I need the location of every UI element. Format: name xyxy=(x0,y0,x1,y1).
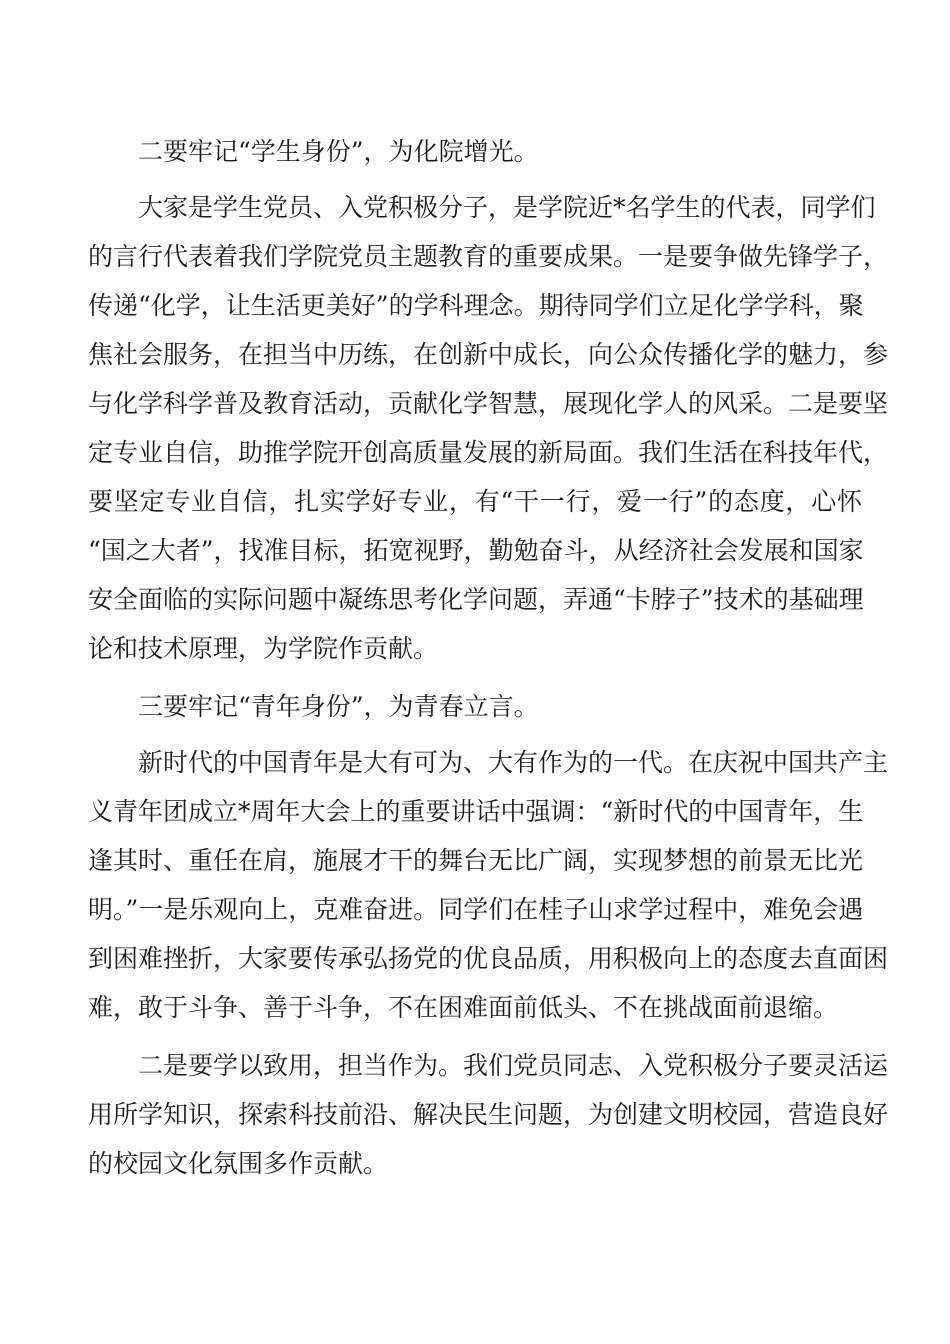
heading-student-identity: 二要牢记“学生身份”，为化院增光。 xyxy=(138,137,539,166)
paragraph-line: 的言行代表着我们学院党员主题教育的重要成果。一是要争做先锋学子， xyxy=(88,242,889,271)
paragraph-line: 要坚定专业自信，扎实学好专业，有“干一行，爱一行”的态度，心怀 xyxy=(88,487,862,516)
paragraph-line: 二是要学以致用，担当作为。我们党员同志、入党积极分子要灵活运 xyxy=(138,1051,889,1080)
paragraph-line: 明。”一是乐观向上，克难奋进。同学们在桂子山求学过程中，难免会遇 xyxy=(88,895,864,924)
paragraph-line: 安全面临的实际问题中凝练思考化学问题，弄通“卡脖子”技术的基础理 xyxy=(88,585,864,614)
paragraph-line: 难，敢于斗争、善于斗争，不在困难面前低头、不在挑战面前退缩。 xyxy=(88,993,839,1022)
heading-youth-identity: 三要牢记“青年身份”，为青春立言。 xyxy=(138,692,539,721)
paragraph-line: 用所学知识，探索科技前沿、解决民生问题，为创建文明校园，营造良好 xyxy=(88,1100,889,1129)
paragraph-line: 论和技术原理，为学院作贡献。 xyxy=(88,634,439,663)
paragraph-line: 定专业自信，助推学院开创高质量发展的新局面。我们生活在科技年代， xyxy=(88,438,889,467)
paragraph-line: 的校园文化氛围多作贡献。 xyxy=(88,1149,389,1178)
paragraph-line: 焦社会服务，在担当中历练，在创新中成长，向公众传播化学的魅力，参 xyxy=(88,340,889,369)
paragraph-line: 大家是学生党员、入党积极分子，是学院近*名学生的代表，同学们 xyxy=(138,193,876,222)
paragraph-line: 新时代的中国青年是大有可为、大有作为的一代。在庆祝中国共产主 xyxy=(138,748,889,777)
paragraph-line: 与化学科学普及教育活动，贡献化学智慧，展现化学人的风采。二是要坚 xyxy=(88,389,889,418)
paragraph-line: 到困难挫折，大家要传承弘扬党的优良品质，用积极向上的态度去直面困 xyxy=(88,944,889,973)
paragraph-line: “国之大者”，找准目标，拓宽视野，勤勉奋斗，从经济社会发展和国家 xyxy=(88,536,864,565)
paragraph-line: 逢其时、重任在肩，施展才干的舞台无比广阔，实现梦想的前景无比光 xyxy=(88,846,864,875)
paragraph-line: 义青年团成立*周年大会上的重要讲话中强调：“新时代的中国青年，生 xyxy=(88,797,864,826)
paragraph-line: 传递“化学，让生活更美好”的学科理念。期待同学们立足化学学科，聚 xyxy=(88,291,864,320)
